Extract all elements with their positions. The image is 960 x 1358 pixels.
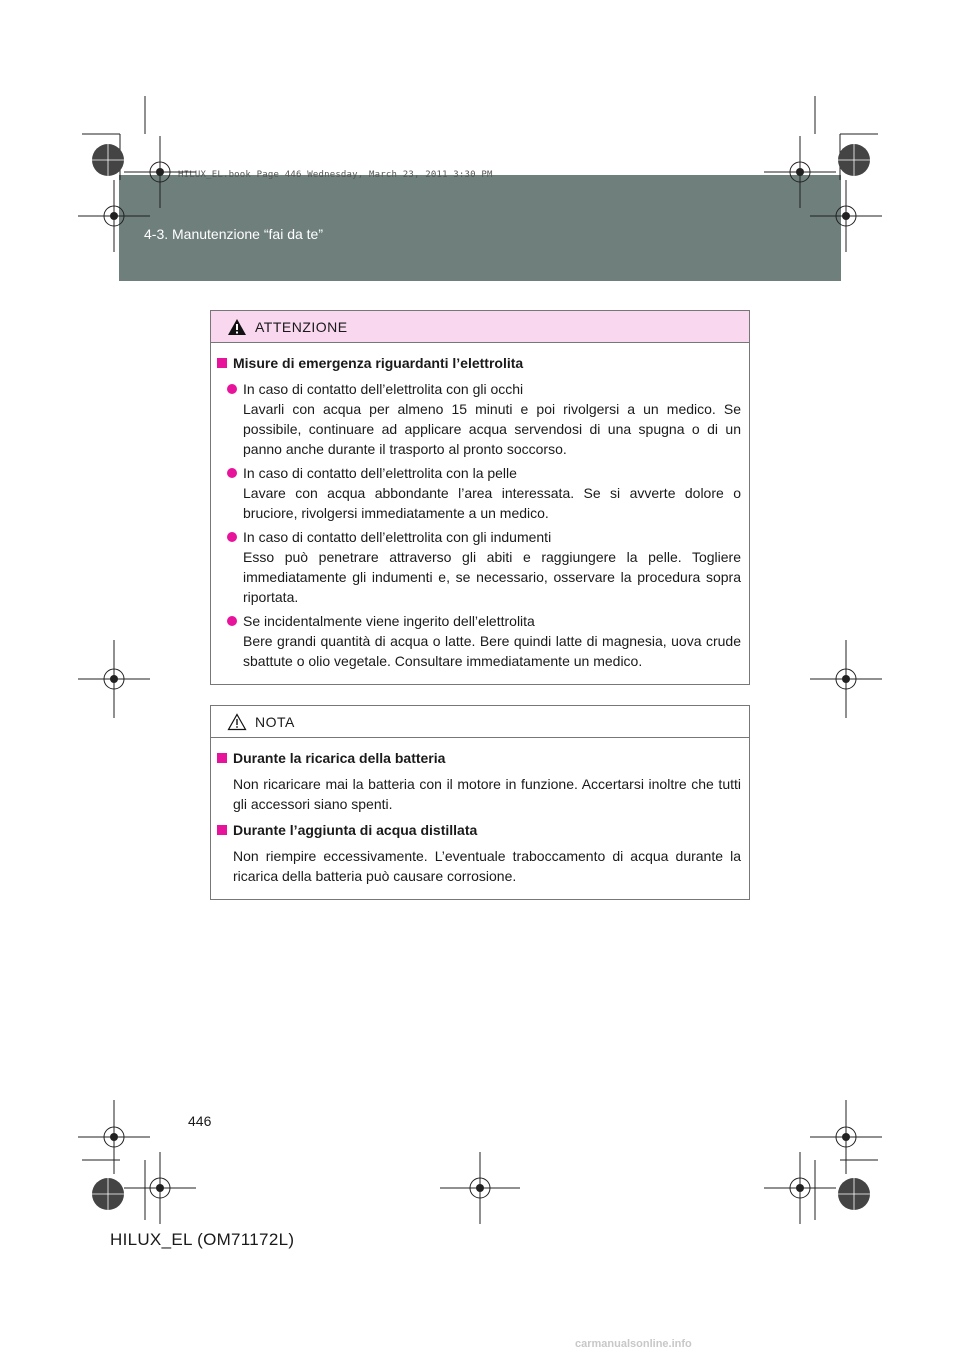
watermark: carmanualsonline.info — [575, 1338, 692, 1350]
warning-item — [227, 463, 741, 523]
square-bullet-icon — [217, 825, 227, 835]
print-info: HILUX_EL.book Page 446 Wednesday, March 23, 2011 3:30 PM — [178, 170, 493, 180]
item-title: In caso di contatto dell’elettrolita con gli indumenti — [243, 529, 552, 545]
note-text: Non riempire eccessivamente. L’eventuale traboccamento di acqua durante la ricarica della batteria può causare corrosione. — [233, 848, 741, 884]
warning-item — [227, 379, 741, 459]
circle-bullet-icon — [227, 532, 237, 542]
square-bullet-icon — [217, 753, 227, 763]
item-text: Lavare con acqua abbondante l’area interessata. Se si avverte dolore o bruciore, rivolgersi immediatamente a un medico. — [243, 485, 741, 521]
item-title: In caso di contatto dell’elettrolita con la pelle — [243, 465, 517, 481]
item-title: In caso di contatto dell’elettrolita con gli occhi — [243, 381, 524, 397]
warning-title: ATTENZIONE — [255, 318, 348, 335]
square-bullet-icon — [217, 358, 227, 368]
item-title: Se incidentalmente viene ingerito dell’elettrolita — [243, 613, 535, 629]
warning-heading: Misure di emergenza riguardanti l’elettrolita — [217, 353, 741, 373]
warning-box — [210, 310, 750, 685]
note-text: Non ricaricare mai la batteria con il motore in funzione. Accertarsi inoltre che tutti gli accessori siano spenti. — [233, 776, 741, 812]
note-title: NOTA — [255, 713, 295, 730]
warning-triangle-icon — [227, 318, 247, 336]
warning-item — [227, 527, 741, 607]
warning-header — [211, 311, 749, 343]
item-text: Esso può penetrare attraverso gli abiti e raggiungere la pelle. Togliere immediatamente gli indumenti e, se necessario, osservare la procedura sopra riportata. — [243, 549, 741, 605]
caution-triangle-icon — [227, 713, 247, 731]
circle-bullet-icon — [227, 384, 237, 394]
circle-bullet-icon — [227, 616, 237, 626]
note-header — [211, 706, 749, 738]
note-heading: Durante la ricarica della batteria — [217, 748, 741, 768]
section-title: 4-3. Manutenzione “fai da te” — [144, 226, 323, 242]
note-box — [210, 705, 750, 900]
circle-bullet-icon — [227, 468, 237, 478]
warning-item — [227, 611, 741, 671]
item-text: Bere grandi quantità di acqua o latte. Bere quindi latte di magnesia, uova crude sbattute o olio vegetale. Consultare immediatamente un medico. — [243, 633, 741, 669]
item-text: Lavarli con acqua per almeno 15 minuti e poi rivolgersi a un medico. Se possibile, continuare ad applicare acqua servendosi di una spugna o di un panno anche durante il trasporto al pronto soccorso. — [243, 401, 741, 457]
note-heading: Durante l’aggiunta di acqua distillata — [217, 820, 741, 840]
page-number: 446 — [188, 1113, 212, 1129]
footer-id: HILUX_EL (OM71172L) — [110, 1230, 295, 1249]
